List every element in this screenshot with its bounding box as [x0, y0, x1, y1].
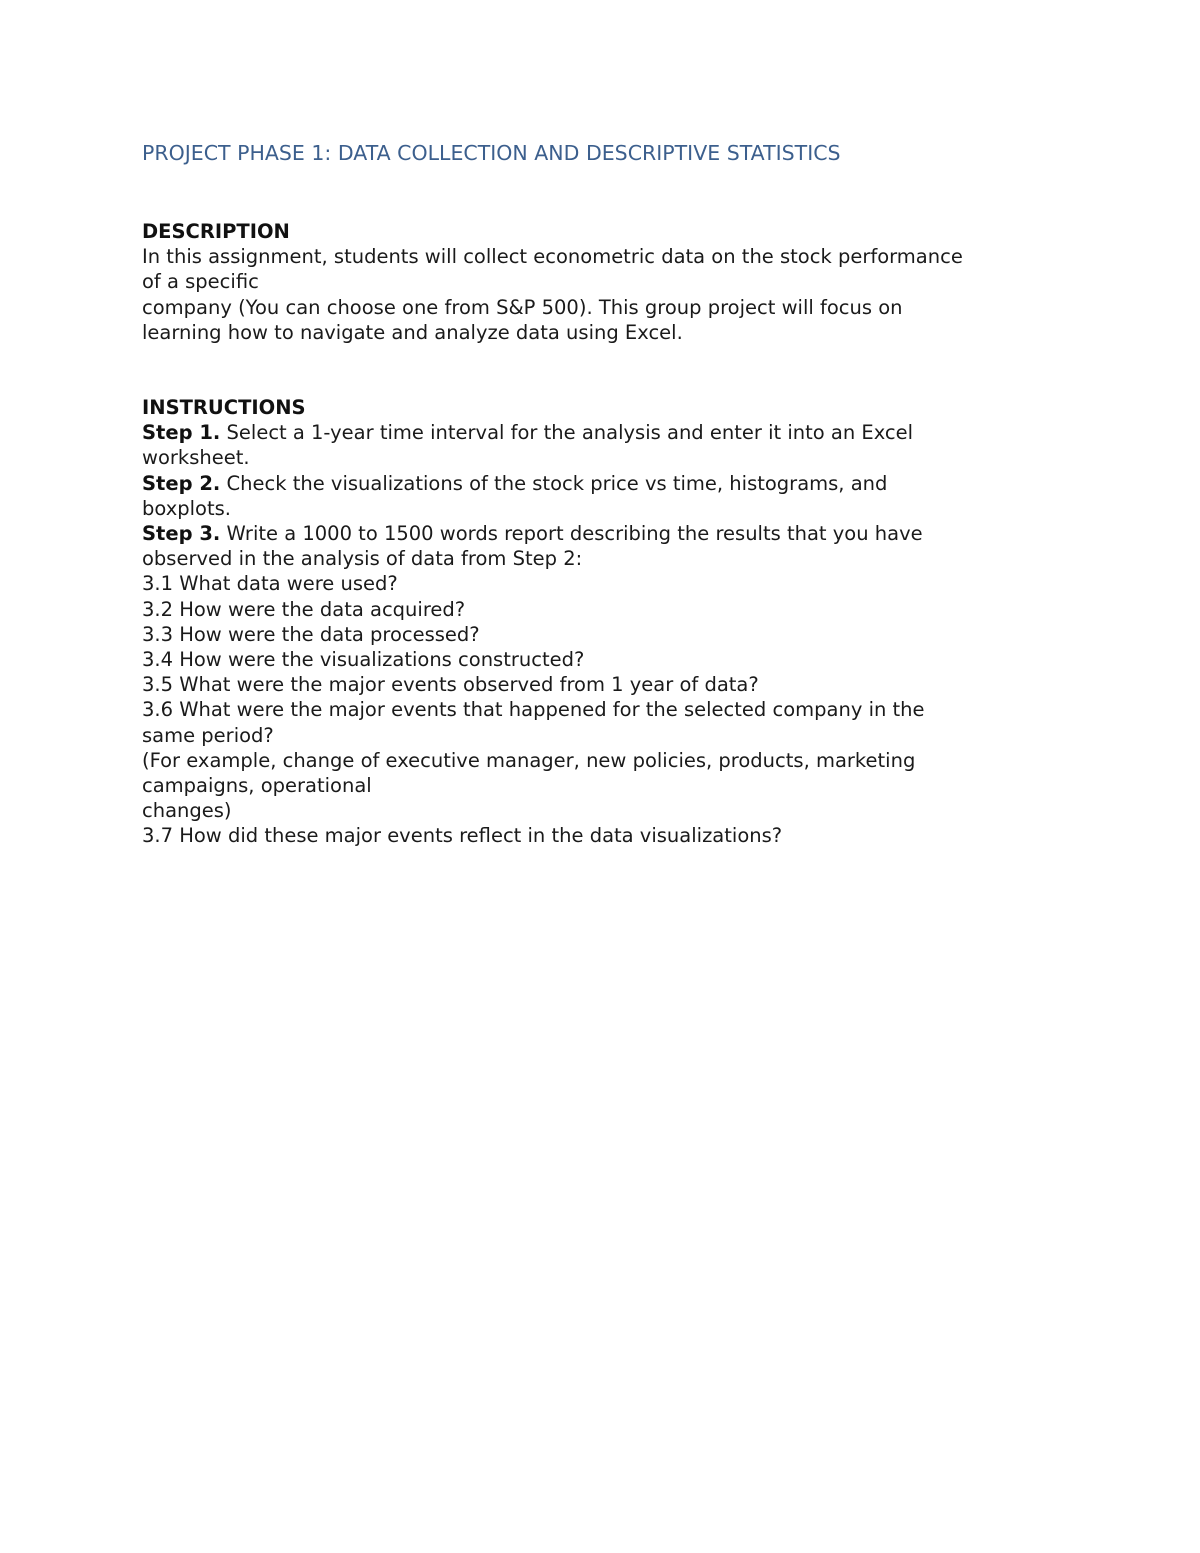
step-3-text: Write a 1000 to 1500 words report describing the results that you have: [220, 522, 923, 546]
question-line: campaigns, operational: [142, 774, 372, 798]
question-line: (For example, change of executive manager, new policies, products, marketing: [142, 748, 916, 772]
section-spacer: [142, 345, 1057, 395]
description-line: company (You can choose one from S&P 500). This group project will focus on: [142, 295, 903, 319]
instructions-heading: INSTRUCTIONS: [142, 396, 306, 420]
step-1-label: Step 1.: [142, 421, 221, 445]
instructions-section: [142, 395, 1057, 849]
step-3-continuation: observed in the analysis of data from Step 2:: [142, 547, 583, 571]
question-line: same period?: [142, 723, 274, 747]
question-line: 3.4 How were the visualizations constructed?: [142, 648, 585, 672]
question-line: 3.2 How were the data acquired?: [142, 597, 466, 621]
description-section: [142, 219, 1057, 345]
step-1-text: Select a 1-year time interval for the analysis and enter it into an Excel: [220, 421, 914, 445]
question-line: changes): [142, 799, 232, 823]
question-line: 3.7 How did these major events reflect in the data visualizations?: [142, 824, 783, 848]
question-line: 3.1 What data were used?: [142, 572, 398, 596]
description-line: learning how to navigate and analyze data using Excel.: [142, 320, 683, 344]
step-2-text: Check the visualizations of the stock price vs time, histograms, and: [220, 471, 888, 495]
document-body: [142, 138, 1057, 849]
step-2-label: Step 2.: [142, 471, 221, 495]
step-2: [142, 471, 1057, 496]
description-line: of a specific: [142, 270, 259, 294]
description-heading: DESCRIPTION: [142, 220, 290, 243]
description-line: In this assignment, students will collect econometric data on the stock performance: [142, 245, 963, 269]
step-1-continuation: worksheet.: [142, 446, 250, 470]
question-line: 3.3 How were the data processed?: [142, 622, 480, 646]
document-title: PROJECT PHASE 1: DATA COLLECTION AND DESCRIPTIVE STATISTICS: [142, 141, 841, 165]
step-3: [142, 521, 1057, 546]
step-1: [142, 420, 1057, 445]
question-line: 3.5 What were the major events observed from 1 year of data?: [142, 673, 759, 697]
question-line: 3.6 What were the major events that happened for the selected company in the: [142, 698, 925, 722]
step-3-label: Step 3.: [142, 522, 221, 546]
step-2-continuation: boxplots.: [142, 496, 231, 520]
